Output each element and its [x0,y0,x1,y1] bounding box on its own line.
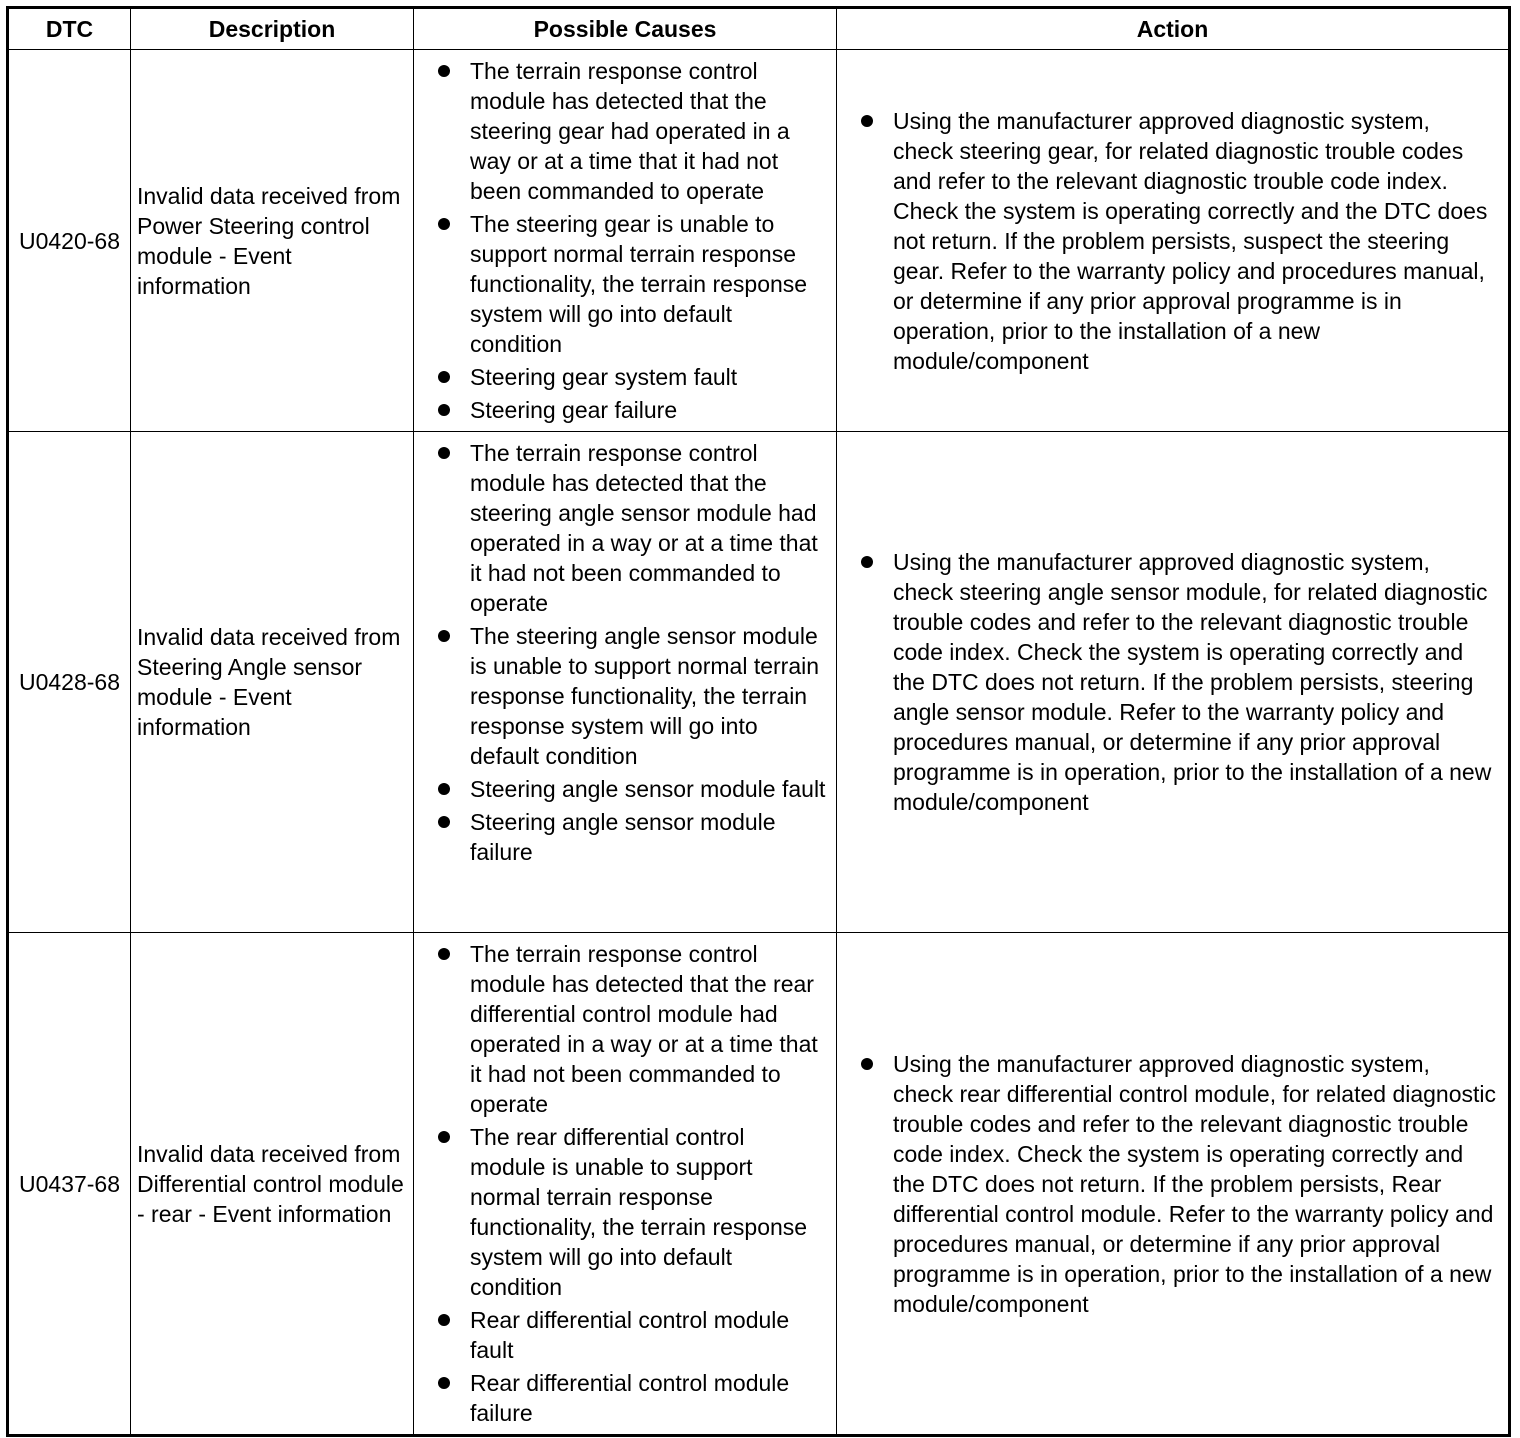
possible-causes [414,933,837,1436]
action-cell [837,933,1510,1436]
action-cell [837,50,1510,432]
cause-item: Steering angle sensor module failure [436,807,826,867]
action-item: Using the manufacturer approved diagnostic system, check steering gear, for related diagnostic trouble codes and refer to the relevant diagnostic trouble code index. Check the system is operating correctly and the DTC does not return. If the problem persists, suspect the steering gear. Refer to the warranty policy and procedures manual, or determine if any prior approval programme is in operation, prior to the installation of a new module/component [859,106,1496,376]
action-cell [837,432,1510,933]
cause-item: The steering angle sensor module is unable to support normal terrain response functionality, the terrain response system will go into default condition [436,621,826,771]
cause-item: Rear differential control module fault [436,1305,826,1365]
possible-causes [414,50,837,432]
dtc-description: Invalid data received from Differential control module - rear - Event information [131,933,414,1436]
header-possible-causes: Possible Causes [414,8,837,50]
cause-item: The terrain response control module has detected that the steering angle sensor module had operated in a way or at a time that it had not been commanded to operate [436,438,826,618]
header-action: Action [837,8,1510,50]
cause-item: The steering gear is unable to support normal terrain response functionality, the terrain response system will go into default condition [436,209,826,359]
dtc-code: U0428-68 [8,432,131,933]
table-row [8,432,1510,933]
header-dtc: DTC [8,8,131,50]
cause-item: Steering angle sensor module fault [436,774,826,804]
dtc-description: Invalid data received from Power Steering control module - Event information [131,50,414,432]
table-row [8,50,1510,432]
possible-causes [414,432,837,933]
action-item: Using the manufacturer approved diagnostic system, check steering angle sensor module, for related diagnostic trouble codes and refer to the relevant diagnostic trouble code index. Check the system is operating correctly and the DTC does not return. If the problem persists, steering angle sensor module. Refer to the warranty policy and procedures manual, or determine if any prior approval programme is in operation, prior to the installation of a new module/component [859,547,1496,817]
dtc-code: U0437-68 [8,933,131,1436]
cause-item: The rear differential control module is unable to support normal terrain response functionality, the terrain response system will go into default condition [436,1122,826,1302]
dtc-table [6,6,1511,1437]
cause-item: The terrain response control module has detected that the steering gear had operated in a way or at a time that it had not been commanded to operate [436,56,826,206]
table-row [8,933,1510,1436]
cause-item: Rear differential control module failure [436,1368,826,1428]
dtc-description: Invalid data received from Steering Angle sensor module - Event information [131,432,414,933]
header-description: Description [131,8,414,50]
cause-item: The terrain response control module has detected that the rear differential control module had operated in a way or at a time that it had not been commanded to operate [436,939,826,1119]
cause-item: Steering gear system fault [436,362,826,392]
cause-item: Steering gear failure [436,395,826,425]
action-item: Using the manufacturer approved diagnostic system, check rear differential control module, for related diagnostic trouble codes and refer to the relevant diagnostic trouble code index. Check the system is operating correctly and the DTC does not return. If the problem persists, Rear differential control module. Refer to the warranty policy and procedures manual, or determine if any prior approval programme is in operation, prior to the installation of a new module/component [859,1049,1496,1319]
header-row [8,8,1510,50]
dtc-code: U0420-68 [8,50,131,432]
